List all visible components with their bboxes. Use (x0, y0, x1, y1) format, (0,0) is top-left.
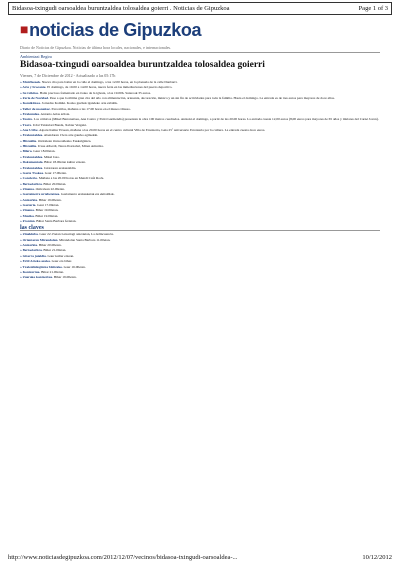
item-text: Los cómicos (Mikel Barrenetxea, Ana Castro y Patxi Garmendia) presentan la obra 100 metros cuadrados. Antzoki el domingo, a partir de las 20.00 horas. La entrada cuesta 12,00 euros (8,00 euros para mayores de 65 años y titulares del Carné Joven). (33, 117, 379, 122)
item-text: Gaur kultur etxean. (47, 253, 75, 258)
item-lead: » Gazte Txokoa. (20, 170, 44, 175)
article-meta: Viernes, 7 de Diciembre de 2012 - Actualizado a las 05:17h (20, 73, 116, 78)
list-item (20, 144, 380, 149)
list-item (20, 232, 380, 237)
item-text: Abendaren 15era arte gaurko egileekin. (43, 133, 99, 138)
print-header-title: Bidasoa-txingudi oarsoaldea buruntzaldea tolosaldea goierri . Noticias de Gipuzkoa (12, 5, 230, 12)
list-item (20, 203, 380, 208)
item-text: Ostiralean Oarsoaldeako Euskalgintza. (37, 138, 92, 143)
item-lead: » Zinema. (20, 186, 35, 191)
item-text: El domingo, de 10.00 a 14.00 horas, nueva feria en las inmediaciones del puerto deportivo. (47, 85, 173, 90)
footer-url[interactable]: http://www.noticiasdegipuzkoa.com/2012/12/07/vecinos/bidasoa-txingudi-oarsoaldea-... (8, 553, 238, 561)
item-lead: » Bertsolaritza. (20, 248, 43, 253)
list-item (20, 85, 380, 90)
item-text: Bihar 21.00etan. (43, 248, 67, 253)
list-item (20, 176, 380, 181)
item-text: Gaur 17.00etan. (44, 170, 67, 175)
list-item (20, 117, 380, 122)
claves-list (20, 232, 380, 280)
item-text: Gaur eta bihar. (51, 259, 72, 264)
item-lead: » Dokumentala. (20, 160, 44, 165)
item-text: Bihar Santa Barbara ferietan. (36, 218, 77, 223)
item-text: Bihar 19.00etan. (38, 197, 62, 202)
item-lead: » Zuerako kontzertua. (20, 275, 53, 280)
print-page-number: Page 1 of 3 (358, 5, 388, 12)
item-text: Jornadas Komiki. Kosko guztiek igandeko arte zabalik. (41, 101, 118, 106)
article-title: Bidasoa-txingudi oarsoaldea buruntzaldea tolosaldea goierri (20, 60, 265, 70)
list-item (20, 123, 380, 128)
list-item (20, 265, 380, 270)
list-item (20, 270, 380, 275)
item-text: Antonio Arias artista. (40, 112, 71, 117)
logo-mark-icon: ■ (20, 21, 29, 37)
list-item (20, 166, 380, 171)
item-lead: » Gazteria. (20, 202, 37, 207)
subhead: las claves (20, 226, 380, 232)
list-item (20, 198, 380, 203)
item-text: Bihar 19.00etan. (53, 275, 77, 280)
item-lead: » Bilera. (20, 149, 33, 154)
item-lead: » Feria de Navidad. (20, 96, 49, 101)
item-text: Mañana a las 20.00 horas en Mendi Café Rock. (38, 176, 105, 181)
item-text: Gaur 17.00etan. (37, 202, 60, 207)
item-lead: » Taller de monaitoz. (20, 106, 51, 111)
item-lead: » Gitarra jaialdia. (20, 253, 47, 258)
item-text: Bihar 19.00etan. (35, 208, 59, 213)
item-lead: » Su txikitos. (20, 90, 40, 95)
item-lead: » Concierto. (20, 176, 38, 181)
item-text: Udal Txistulari Banda, Xabier Vergaki. (32, 122, 87, 127)
breadcrumb[interactable]: Ambientazi Begira (20, 54, 52, 59)
list-item (20, 155, 380, 160)
item-lead: » Zinema. (20, 208, 35, 213)
item-lead: » Gaztainerre urtebetetzea. (20, 192, 61, 197)
list-item (20, 275, 380, 280)
item-lead: » Txotx. (20, 122, 32, 127)
item-lead: » Ertil Arteko azoka. (20, 259, 51, 264)
item-lead: » Erakundea. (20, 112, 40, 117)
list-item (20, 214, 380, 219)
site-logo[interactable]: ■noticias de Gipuzkoa (20, 20, 202, 40)
item-text: Nueva cita para bailar en la calle el domingo, a las 12.00 horas, en la plazuela de la calle Danbarri. (41, 80, 178, 84)
item-lead: » Kontzertua. (20, 269, 41, 274)
list-item (20, 96, 380, 101)
item-text: Mikel Jaso. (43, 154, 60, 159)
item-text: Mirandolan Santa Barbara 11.00etan. (59, 237, 111, 242)
list-item (20, 187, 380, 192)
item-lead: » Mutrikeaok. (20, 80, 42, 84)
item-text: Bihar 18.00etan kultur etxean. (44, 160, 86, 165)
list-item (20, 128, 380, 133)
list-item (20, 208, 380, 213)
item-lead: » Orientaren Mirandolan. (20, 237, 59, 242)
divider (20, 52, 380, 53)
list-item (20, 238, 380, 243)
list-item (20, 160, 380, 165)
list-item (20, 219, 380, 224)
list-item (20, 91, 380, 96)
item-text: Bihar 21.00etan. (41, 269, 64, 274)
item-text: Uxue Alberdi, Nerea Ibarzabal, Miren Amuriza. (37, 144, 104, 149)
item-lead: » Hitzaldia. (20, 138, 37, 143)
item-text: Ostiralean 22.00etan. (35, 186, 65, 191)
list-item (20, 254, 380, 259)
article-body (20, 80, 380, 530)
footer-date: 10/12/2012 (362, 553, 392, 561)
item-lead: » Arte y brocante. (20, 85, 47, 90)
item-lead: » Teatro. (20, 117, 33, 122)
list-item (20, 80, 380, 85)
print-header (8, 2, 392, 15)
item-lead: » Komikitxoa. (20, 101, 41, 106)
list-item (20, 171, 380, 176)
item-lead: » Erakustaldea. (20, 154, 44, 159)
item-lead: » Frontón. (20, 218, 36, 223)
list-item (20, 149, 380, 154)
item-lead: » Musika. (20, 213, 35, 218)
item-text: Baile precioso fomentado en txoko de la iglesia, a las 19.00h. Suteroak 35 euros. (39, 90, 151, 95)
item-lead: » Erakustaldea. (20, 133, 44, 138)
list-item (20, 248, 380, 253)
list-item (20, 139, 380, 144)
item-lead: » Erakustaldea. (20, 165, 44, 170)
print-footer (8, 552, 392, 562)
item-lead: » Ane Uribe. (20, 128, 39, 133)
item-text: Gaur 16.00etan. (63, 264, 86, 269)
event-list (20, 80, 380, 224)
item-text: Bihar 19.00etan. (35, 213, 59, 218)
list-item (20, 133, 380, 138)
list-item (20, 107, 380, 112)
item-text: Jaiotzaren erakustaldia. (43, 165, 77, 170)
item-text: Gaur 18.00etan. (33, 149, 56, 154)
item-lead: » Hitzaldia. (20, 144, 37, 149)
item-lead: » Txalenbidegintza bizitzeko. (20, 264, 63, 269)
list-item (20, 101, 380, 106)
item-lead: » Bertsolaritza. (20, 181, 43, 186)
item-lead: » Antzerkia. (20, 197, 38, 202)
item-text: Gaur 22.15etan Latsariagi antzokian, La delincuencia. (39, 232, 114, 237)
list-item (20, 192, 380, 197)
list-item (20, 112, 380, 117)
list-item (20, 259, 380, 264)
item-text: Bihar 20.00etan. (43, 181, 67, 186)
site-tagline: Diario de Noticias de Gipuzkoa. Noticias de última hora locales, nacionales, e internacionales. (20, 45, 172, 50)
item-text: Gaztainerre erakusketak eta ekitaldiak. (60, 192, 115, 197)
list-item (20, 243, 380, 248)
item-text: Para niños, mañana a las 17.00 horas en el museo Oiasso. (51, 106, 131, 111)
list-item (20, 182, 380, 187)
item-text: Pese a que la última gran cita del año con alimentación, artesanía, decoración, música y un sin fin de actividades para toda la familia. Hasta el domingo. La entrada es de tres euros para mayores de doce años. (49, 96, 335, 101)
item-text: Bihar 20.00etan. (38, 243, 62, 248)
item-lead: » Zinekluba. (20, 232, 39, 237)
item-lead: » Antzerkia. (20, 243, 38, 248)
item-text: Aipatu Kultur Etxean, mañana a las 20.00 horas en el centro cultural Villa de Errenteria, Gaia 25º aniversario Errenteria por la cultura. La entrada cuesta doce euros. (39, 128, 266, 133)
